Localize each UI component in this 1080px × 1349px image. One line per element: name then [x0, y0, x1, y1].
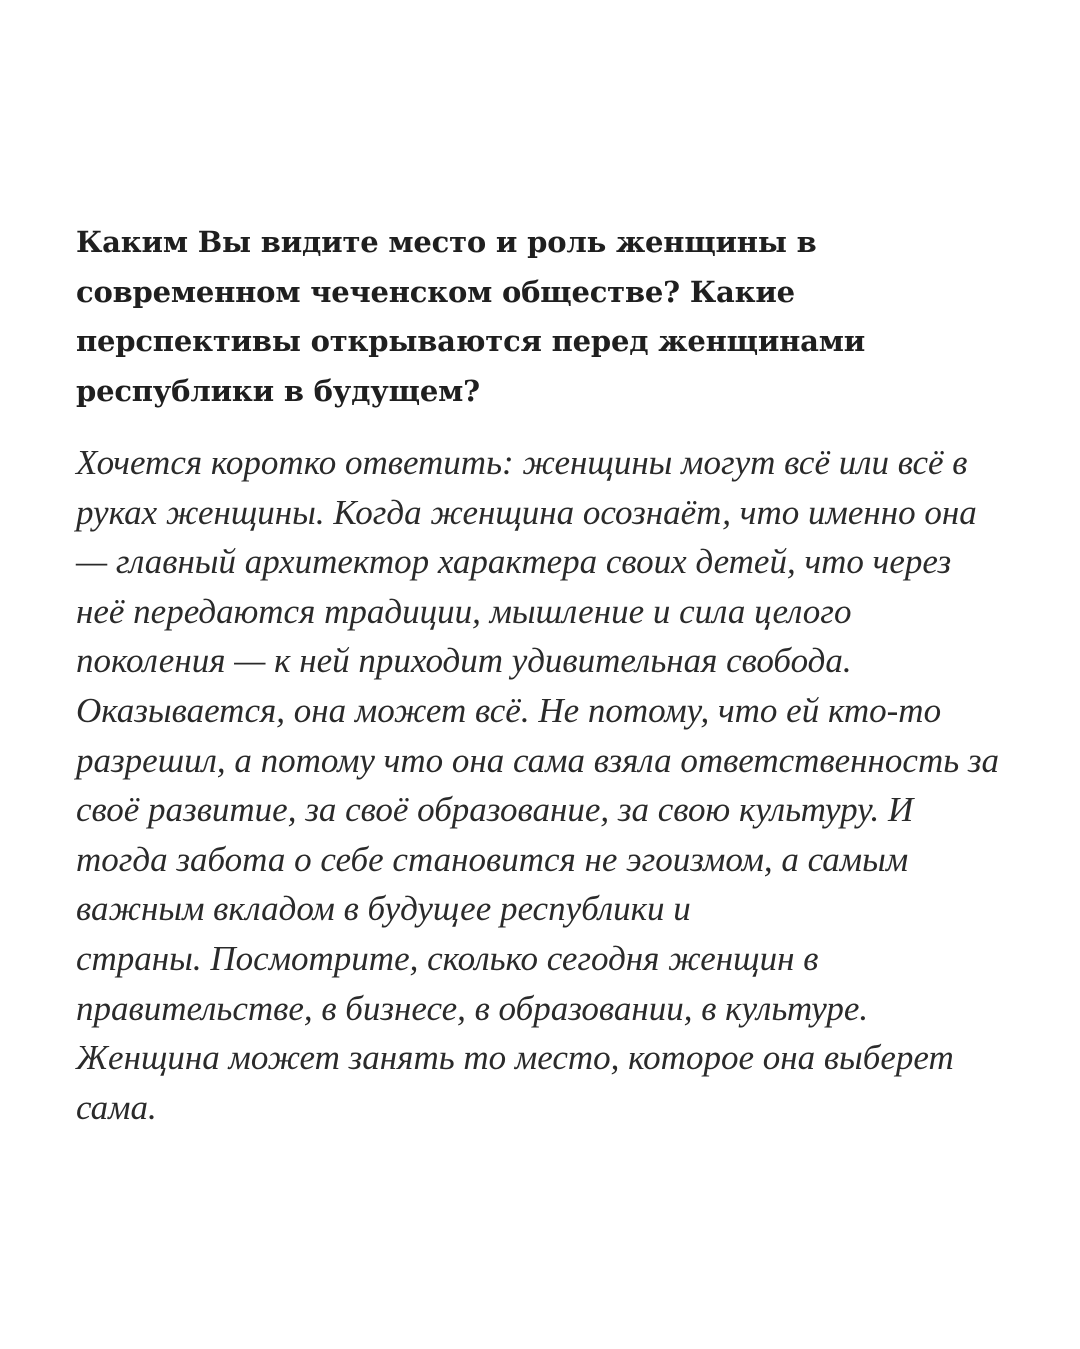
interview-block: [76, 218, 1026, 1132]
question-line: Каким Вы видите место и роль женщины в: [76, 225, 817, 259]
answer-line: неё передаются традиции, мышление и сила целого: [76, 591, 852, 631]
answer-line: страны. Посмотрите, сколько сегодня женщин в: [76, 938, 819, 978]
answer-line: поколения — к ней приходит удивительная свобода.: [76, 641, 852, 681]
answer-line: тогда забота о себе становится не эгоизмом, а самым: [76, 839, 909, 879]
answer-line: важным вкладом в будущее республики и: [76, 889, 691, 929]
answer-line: своё развитие, за своё образование, за свою культуру. И: [76, 790, 914, 830]
answer-line: Хочется коротко ответить: женщины могут всё или всё в: [76, 443, 968, 482]
interview-question: [76, 218, 1026, 416]
answer-line: руках женщины. Когда женщина осознаёт, что именно она: [76, 492, 977, 532]
answer-line: правительстве, в бизнесе, в образовании, в культуре.: [76, 988, 869, 1028]
answer-line: разрешил, а потому что она сама взяла ответственность за: [76, 740, 1000, 780]
answer-line: — главный архитектор характера своих детей, что через: [76, 542, 952, 582]
question-line: республики в будущем?: [76, 373, 480, 408]
answer-line: Оказывается, она может всё. Не потому, что ей кто-то: [76, 690, 942, 730]
question-line: современном чеченском обществе? Какие: [76, 274, 795, 309]
answer-line: сама.: [76, 1087, 157, 1127]
interview-answer: [76, 438, 1026, 1132]
answer-line: Женщина может занять то место, которое она выберет: [76, 1038, 954, 1078]
question-line: перспективы открываются перед женщинами: [76, 324, 866, 358]
